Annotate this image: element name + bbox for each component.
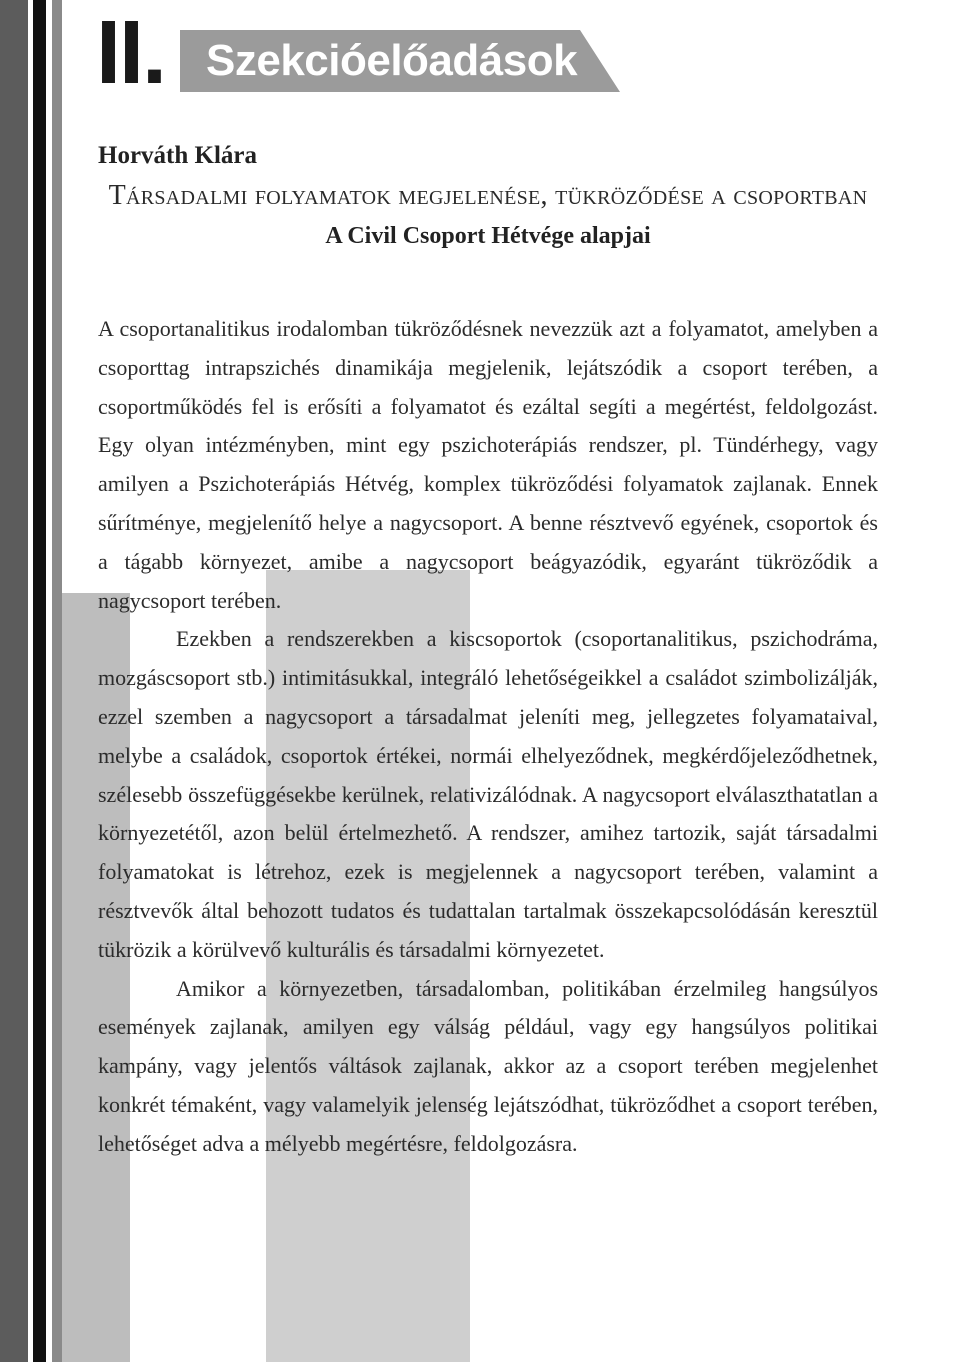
section-number: II. (96, 3, 166, 103)
section-title: Szekcióelőadások (206, 36, 578, 85)
paragraph-3: Amikor a környezetben, társadalomban, politikában érzelmileg hangsúlyos események zajlanak, amilyen egy válság például, vagy egy hangsúlyos politikai kampány, vagy jelentős váltások zajlanak, akkor az a csoport terében megjelenhet konkrét témaként, vagy valamelyik jelenség lejátszódhat, tükröződhet a csoport terében, lehetőséget adva a mélyebb megértésre, feldolgozásra. (98, 975, 878, 1156)
article-title: Társadalmi folyamatok megjelenése, tükröződése a csoportban (108, 180, 868, 211)
decorative-bar-left (0, 0, 28, 1362)
article-subtitle: A Civil Csoport Hétvége alapjai (325, 223, 651, 249)
decorative-bar-black (33, 0, 46, 1362)
article (98, 130, 878, 1164)
paragraph-2: Ezekben a rendszerekben a kiscsoportok (csoportanalitikus, pszichodráma, mozgáscsoport stb.) intimitásukkal, integráló lehetőségeikkel a családot szimbolizálják, ezzel szemben a nagycsoport a társadalmat jeleníti meg, jellegzetes folyamataival, melybe a családok, csoportok értékei, normái elhelyeződnek, megkérdőjeleződhetnek, szélesebb összefüggésekbe kerülnek, relativizálódnak. A nagycsoport elválaszthatatlan a környezetétől, azon belül értelmezhető. A rendszer, amihez tartozik, saját társadalmi folyamatokat is létrehoz, ezek is megjelennek a nagycsoport terében, valamint a résztvevők által behozott tudatos és tudattalan tartalmak összekapcsolódásán keresztül tükrözik a körülvevő kulturális és társadalmi környezetet. (98, 626, 878, 962)
author-name: Horváth Klára (98, 142, 258, 169)
paragraph-1: A csoportanalitikus irodalomban tükröződésnek nevezzük azt a folyamatot, amelyben a csoporttag intrapszichés dinamikája megjelenik, lejátszódik a csoport terében, a csoportműködés fel is erősíti a folyamatot és ezáltal segíti a megértést, feldolgozást. Egy olyan intézményben, mint egy pszichoterápiás rendszer, pl. Tündérhegy, vagy amilyen a Pszichoterápiás Hétvég, komplex tükröződési folyamatok zajlanak. Ennek sűrítménye, megjelenítő helye a nagycsoport. A benne résztvevő egyének, csoportok és a tágabb környezet, amibe a nagycsoport beágyazódik, egyaránt tükröződik a nagycsoport terében. (98, 316, 878, 613)
decorative-bar-gray (52, 0, 62, 1362)
